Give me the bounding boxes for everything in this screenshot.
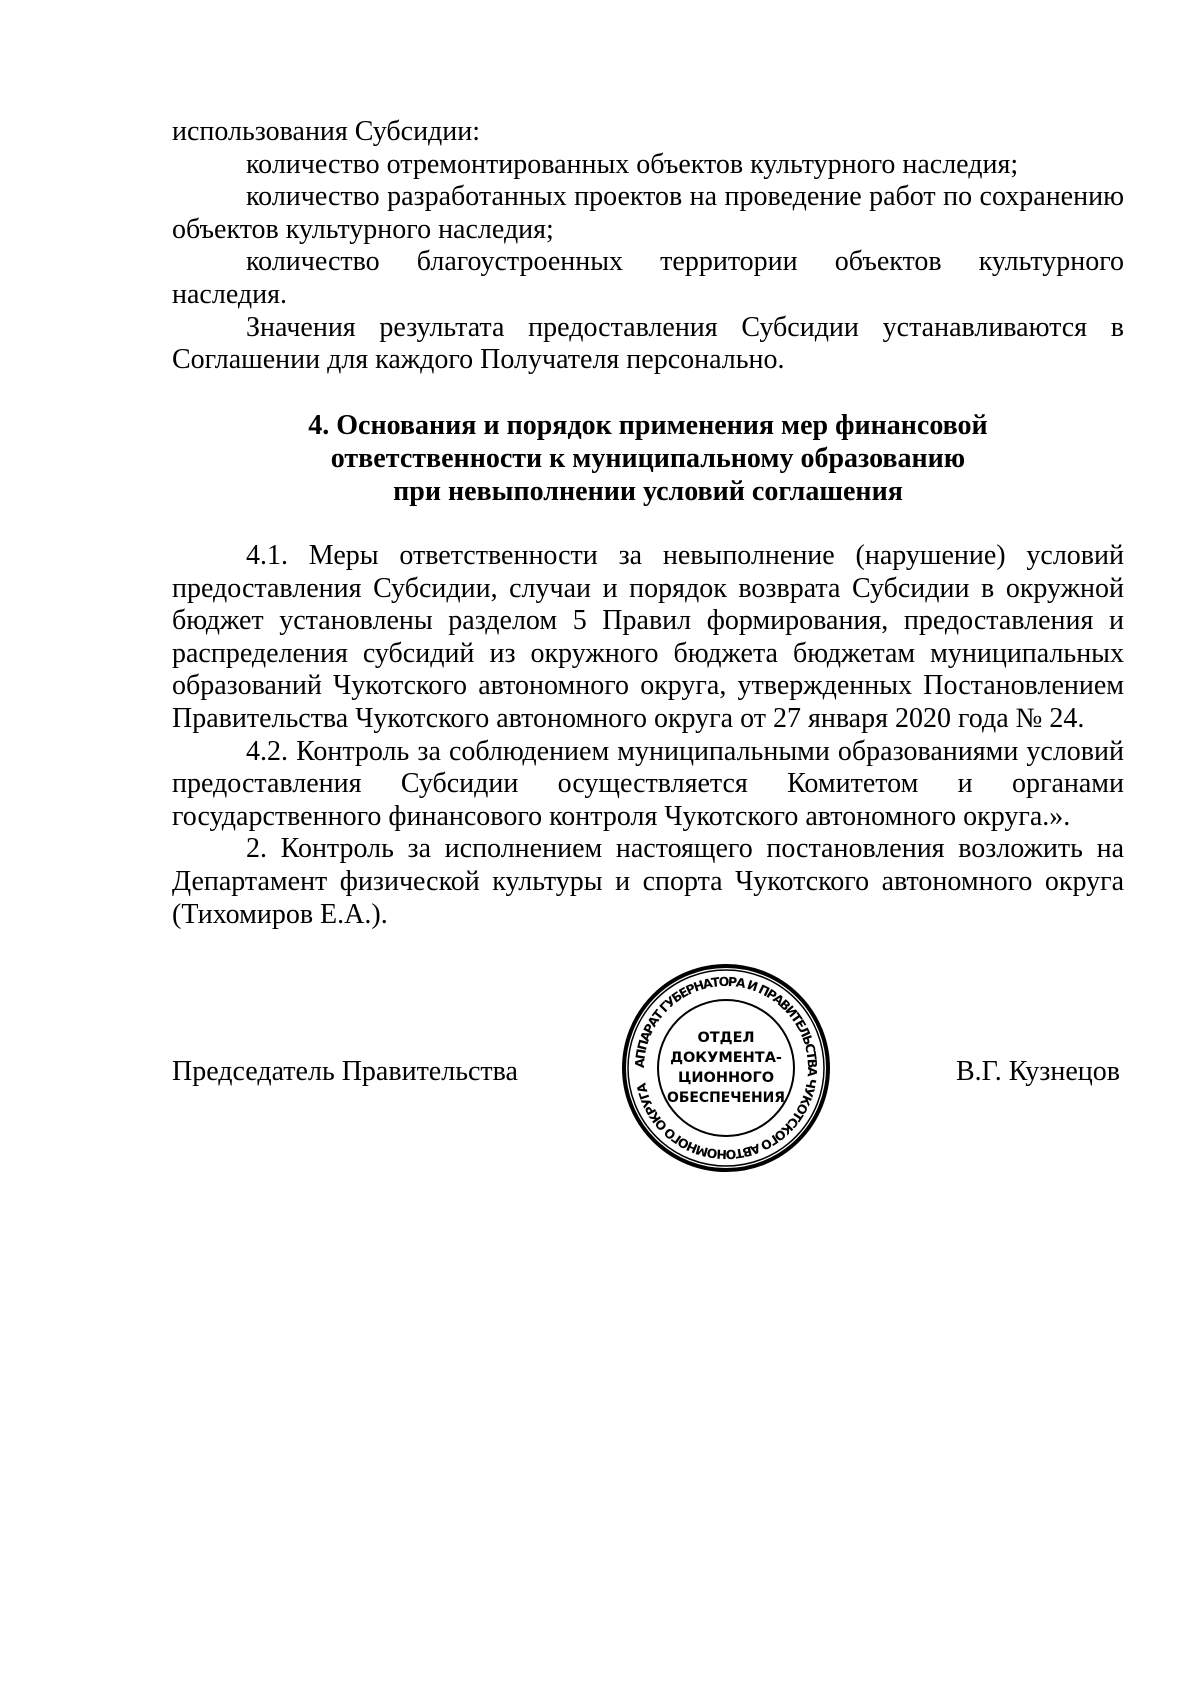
paragraph-4-2: 4.2. Контроль за соблюдением муниципальными образованиями условий предоставления Субсидии осуществляется Комитетом и органами государственного финансового контроля Чукотского автономного округа.». — [172, 735, 1124, 832]
stamp-inner-ring — [658, 1000, 794, 1136]
result-item-2: количество разработанных проектов на проведение работ по сохранению объектов культурного наследия; — [172, 181, 1124, 245]
paragraph-2: 2. Контроль за исполнением настоящего постановления возложить на Департамент физической культуры и спорта Чукотского автономного округа (Тихомиров Е.А.). — [172, 833, 1124, 930]
intro-block — [172, 116, 1124, 377]
paragraph-4-1: 4.1. Меры ответственности за невыполнение (нарушение) условий предоставления Субсидии, случаи и порядок возврата Субсидии в окружной бюджет установлены разделом 5 Правил формирования, предоставления и распределения субсидий из окружного бюджета бюджетам муниципальных образований Чукотского автономного округа, утвержденных Постановлением Правительства Чукотского автономного округа от 27 января 2020 года № 24. — [172, 540, 1124, 734]
signatory-position: Председатель Правительства — [172, 1056, 518, 1087]
result-values-paragraph: Значения результата предоставления Субсидии устанавливаются в Соглашении для каждого Получателя персонально. — [172, 311, 1124, 376]
result-item-1: количество отремонтированных объектов культурного наследия; — [246, 148, 1019, 180]
stamp-center-line-2: ДОКУМЕНТА- — [670, 1050, 782, 1066]
intro-line: использования Субсидии: — [172, 116, 481, 147]
stamp-ring-textpath: АППАРАТ ГУБЕРНАТОРА И ПРАВИТЕЛЬСТВА ЧУКОТСКОГО АВТОНОМНОГО ОКРУГА — [631, 973, 821, 1163]
stamp-ring-text — [632, 974, 820, 1162]
section-4-body — [172, 540, 1124, 931]
heading-line-3: при невыполнении условий соглашения — [393, 476, 903, 507]
stamp-outer-ring — [624, 966, 828, 1170]
stamp-center-line-1: ОТДЕЛ — [697, 1030, 755, 1046]
section-4-heading — [172, 409, 1124, 508]
heading-line-1: 4. Основания и порядок применения мер финансовой — [308, 410, 988, 441]
signatory-name: В.Г. Кузнецов — [956, 1056, 1120, 1087]
stamp-center-line-3: ЦИОННОГО — [677, 1070, 775, 1086]
heading-line-2: ответственности к муниципальному образованию — [330, 443, 966, 474]
official-stamp — [620, 962, 832, 1174]
stamp-center-line-4: ОБЕСПЕЧЕНИЯ — [667, 1090, 785, 1106]
result-item-3: количество благоустроенных территории объектов культурного наследия. — [172, 246, 1124, 310]
